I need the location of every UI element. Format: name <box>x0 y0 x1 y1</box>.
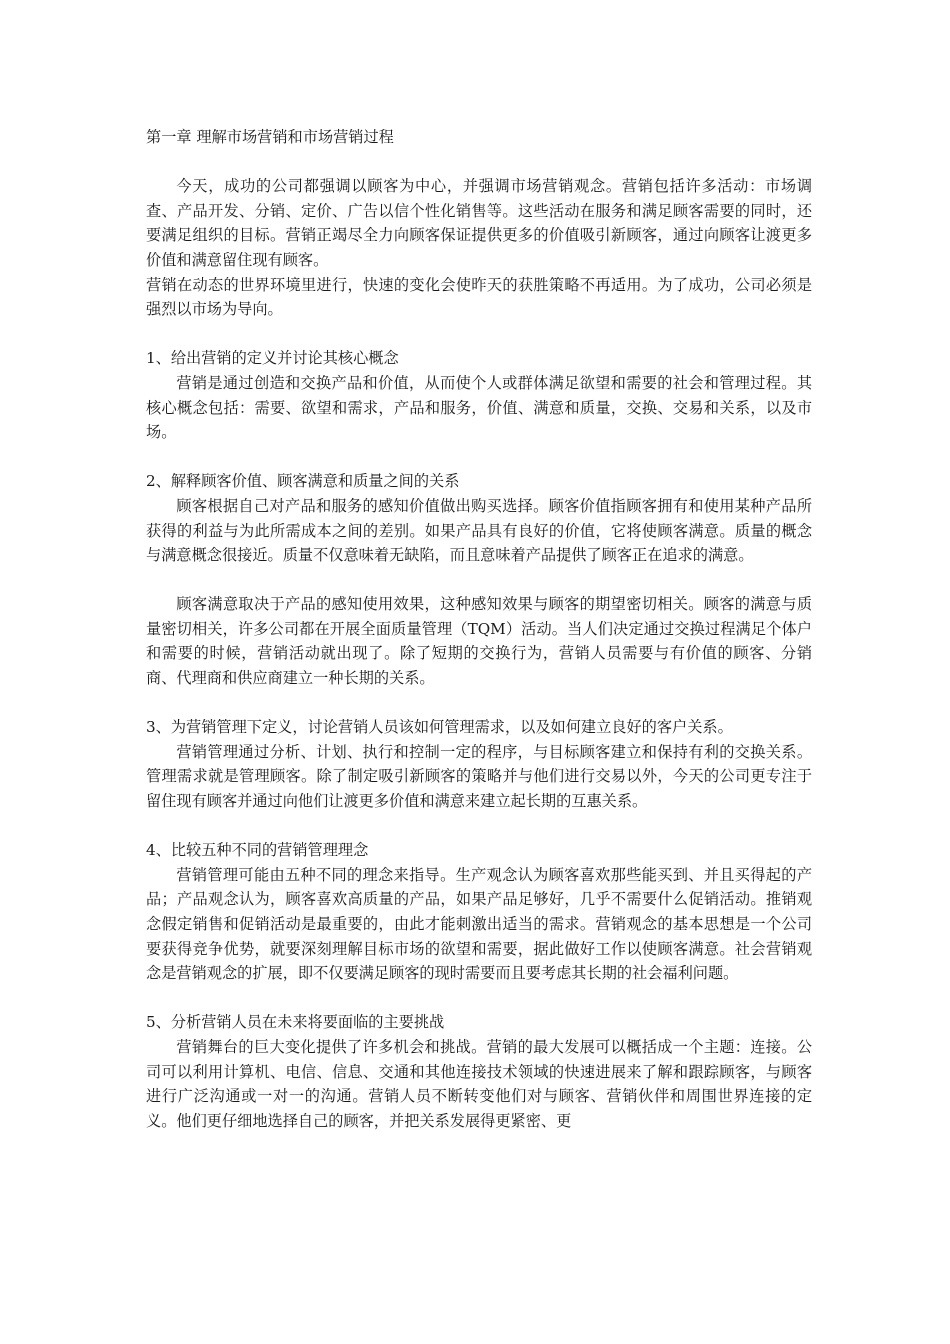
section-heading-2: 2、解释顾客价值、顾客满意和质量之间的关系 <box>146 472 460 491</box>
spacer <box>146 814 812 839</box>
spacer <box>146 986 812 1011</box>
intro-paragraph-1: 今天，成功的公司都强调以顾客为中心，并强调市场营销观念。营销包括许多活动：市场调查、产品开发、分销、定价、广告以信个性化销售等。这些活动在服务和满足顾客需要的同时，还要满足组织的目标。营销正竭尽全力向顾客保证提供更多的价值吸引新顾客，通过向顾客让渡更多价值和满意留住现有顾客。 <box>146 177 812 269</box>
section-heading-5: 5、分析营销人员在未来将要面临的主要挑战 <box>146 1013 445 1032</box>
section-heading-1: 1、给出营销的定义并讨论其核心概念 <box>146 349 399 368</box>
intro-paragraph-2: 营销在动态的世界环境里进行，快速的变化会使昨天的获胜策略不再适用。为了成功，公司必须是强烈以市场为导向。 <box>146 275 812 319</box>
section-1-paragraph-1: 营销是通过创造和交换产品和价值，从而使个人或群体满足欲望和需要的社会和管理过程。其核心概念包括：需要、欲望和需求，产品和服务，价值、满意和质量，交换、交易和关系，以及市场。 <box>146 373 812 442</box>
spacer <box>146 322 812 347</box>
document-page <box>146 125 812 1133</box>
spacer <box>146 691 812 716</box>
section-2-paragraph-1: 顾客根据自己对产品和服务的感知价值做出购买选择。顾客价值指顾客拥有和使用某种产品所获得的利益与为此所需成本之间的差别。如果产品具有良好的价值，它将使顾客满意。质量的概念与满意概念很接近。质量不仅意味着无缺陷，而且意味着产品提供了顾客正在追求的满意。 <box>146 496 812 565</box>
spacer <box>146 568 812 593</box>
section-heading-4: 4、比较五种不同的营销管理理念 <box>146 841 369 860</box>
section-heading-3: 3、为营销管理下定义，讨论营销人员该如何管理需求，以及如何建立良好的客户关系。 <box>146 718 733 737</box>
chapter-title: 第一章 理解市场营销和市场营销过程 <box>146 128 394 146</box>
section-2-paragraph-2: 顾客满意取决于产品的感知使用效果，这种感知效果与顾客的期望密切相关。顾客的满意与质量密切相关，许多公司都在开展全面质量管理（TQM）活动。当人们决定通过交换过程满足个体户和需要的时候，营销活动就出现了。除了短期的交换行为，营销人员需要与有价值的顾客、分销商、代理商和供应商建立一种长期的关系。 <box>146 595 812 688</box>
section-5-paragraph-1: 营销舞台的巨大变化提供了许多机会和挑战。营销的最大发展可以概括成一个主题：连接。公司可以利用计算机、电信、信息、交通和其他连接技术领域的快速进展来了解和跟踪顾客，与顾客进行广泛沟通或一对一的沟通。营销人员不断转变他们对与顾客、营销伙伴和周围世界连接的定义。他们更仔细地选择自己的顾客，并把关系发展得更紧密、更 <box>146 1037 812 1130</box>
section-4-paragraph-1: 营销管理可能由五种不同的理念来指导。生产观念认为顾客喜欢那些能买到、并且买得起的产品；产品观念认为，顾客喜欢高质量的产品，如果产品足够好，几乎不需要什么促销活动。推销观念假定销售和促销活动是最重要的，由此才能刺激出适当的需求。营销观念的基本思想是一个公司要获得竞争优势，就要深刻理解目标市场的欲望和需要，据此做好工作以使顾客满意。社会营销观念是营销观念的扩展，即不仅要满足顾客的现时需要而且要考虑其长期的社会福利问题。 <box>146 865 812 983</box>
section-3-paragraph-1: 营销管理通过分析、计划、执行和控制一定的程序，与目标顾客建立和保持有利的交换关系。管理需求就是管理顾客。除了制定吸引新顾客的策略并与他们进行交易以外，今天的公司更专注于留住现有顾客并通过向他们让渡更多价值和满意来建立起长期的互惠关系。 <box>146 742 812 811</box>
spacer <box>146 445 812 470</box>
